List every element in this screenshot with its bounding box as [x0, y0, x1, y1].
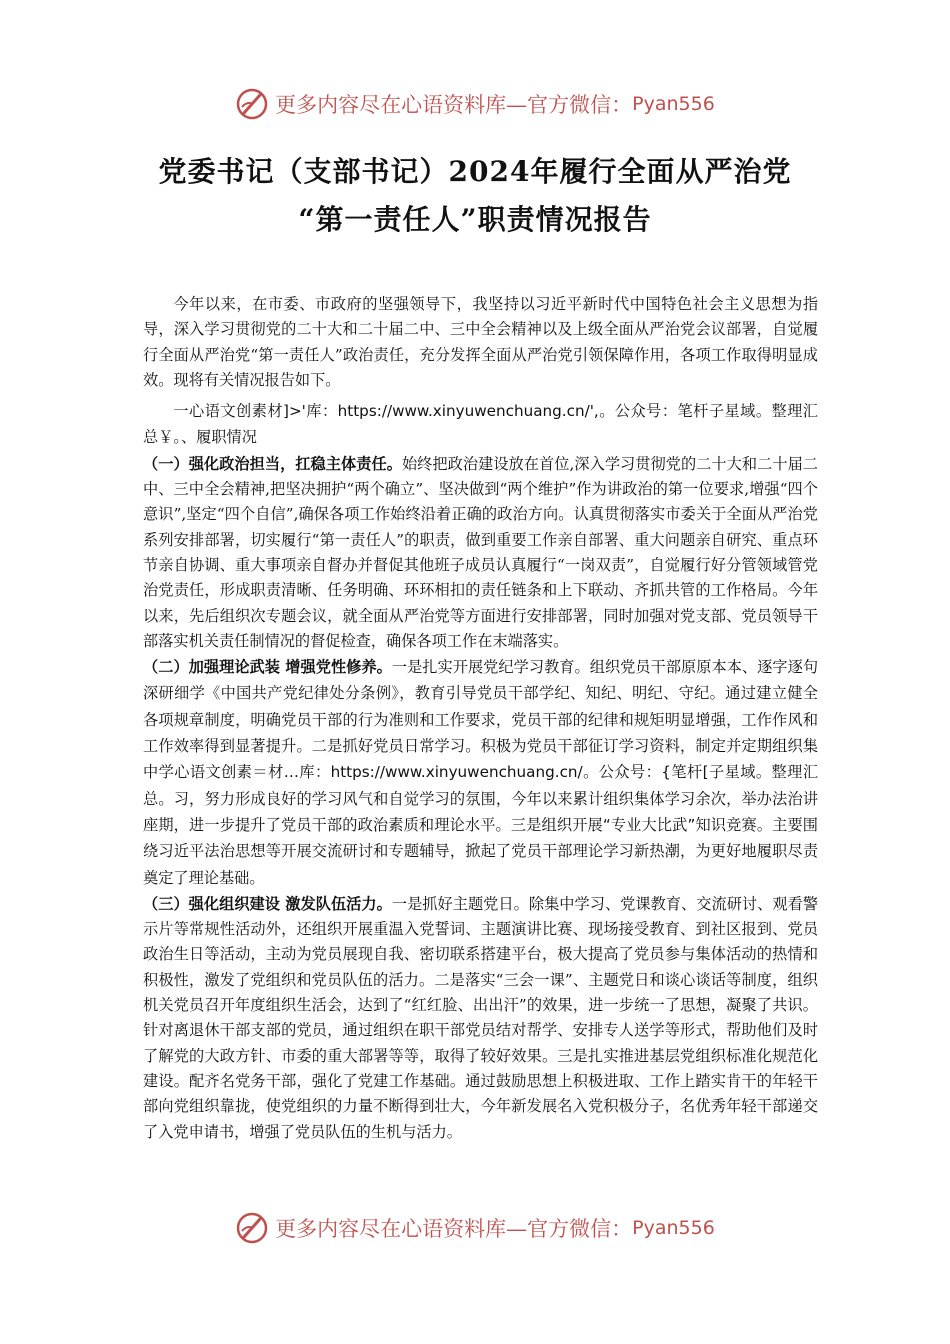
section-2-text: 一是扎实开展党纪学习教育。组织党员干部原原本本、逐字逐句深研细学《中国共产党纪律处分条例》，教育引导党员干部学纪、知纪、明纪、守纪。通过建立健全各项规章制度，明确党员干部的行为准则和工作要求，党员干部的纪律和规矩明显增强，工作作风和工作效率得到显著提升。二是抓好党员日常学习。积极为党员干部征订学习资料，制定并定期组织集中学心语文创素＝材…库：https://www.xinyuwenchuang.cn/。公众号：{笔杆[子星域。整理汇总。习，努力形成良好的学习风气和自觉学习的氛围，今年以来累计组织集体学习余次，举办法治讲座期，进一步提升了党员干部的政治素质和理论水平。三是组织开展“专业大比武”知识竞赛。主要围绕习近平法治思想等开展交流研讨和专题辅导，掀起了党员干部理论学习新热潮，为更好地履职尽责奠定了理论基础。: [143, 658, 819, 887]
section-2: [143, 654, 818, 891]
section-3: [143, 891, 818, 1145]
banner-wechat-id: Pyan556: [632, 1217, 715, 1239]
banner-wechat-id: Pyan556: [632, 93, 715, 115]
section-2-heading: （二）加强理论武装 增强党性修养。: [143, 658, 392, 677]
footer-watermark-banner: [0, 1208, 950, 1248]
watermark-line: 一心语文创素材]>'库：https://www.xinyuwenchuang.cn/',。公众号：笔杆子星域。整理汇总￥。、履职情况: [143, 402, 818, 447]
document-body: [143, 292, 818, 1145]
header-watermark-banner: [0, 84, 950, 124]
intro-paragraph: 今年以来，在市委、市政府的坚强领导下，我坚持以习近平新时代中国特色社会主义思想为指导，深入学习贯彻党的二十大和二十届二中、三中全会精神以及上级全面从严治党会议部署，自觉履行全面从严治党“第一责任人”政治责任，充分发挥全面从严治党引领保障作用，各项工作取得明显成效。现将有关情况报告如下。: [143, 295, 818, 389]
section-3-heading: （三）强化组织建设 激发队伍活力。: [143, 894, 392, 913]
document-title-line2: “第一责任人”职责情况报告: [298, 203, 652, 236]
section-1-text: 始终把政治建设放在首位,深入学习贯彻党的二十大和二十届二中、三中全会精神,把坚决拥护“两个确立”、坚决做到“两个维护”作为讲政治的第一位要求,增强“四个意识”,坚定“四个自信”,确保各项工作始终沿着正确的政治方向。认真贯彻落实市委关于全面从严治党系列安排部署，切实履行“第一责任人”的职责，做到重要工作亲自部署、重大问题亲自研究、重点环节亲自协调、重大事项亲自督办并督促其他班子成员认真履行“一岗双责”，自觉履行好分管领域管党治党责任，形成职责清晰、任务明确、环环相扣的责任链条和上下联动、齐抓共管的工作格局。今年以来，先后组织次专题会议，就全面从严治党等方面进行安排部署，同时加强对党支部、党员领导干部落实机关责任制情况的督促检查，确保各项工作在末端落实。: [143, 454, 819, 650]
section-1-heading: （一）强化政治担当，扛稳主体责任。: [143, 454, 402, 473]
pen-logo-icon: [235, 1211, 269, 1245]
document-title-line1: 党委书记（支部书记）2024年履行全面从严治党: [158, 155, 792, 188]
section-1: [143, 451, 818, 654]
pen-logo-icon: [235, 87, 269, 121]
section-3-text: 一是抓好主题党日。除集中学习、党课教育、交流研讨、观看警示片等常规性活动外，还组织开展重温入党誓词、主题演讲比赛、现场接受教育、到社区报到、党员政治生日等活动，主动为党员展现自我、密切联系搭建平台，极大提高了党员参与集体活动的热情和积极性，激发了党组织和党员队伍的活力。二是落实“三会一课”、主题党日和谈心谈话等制度，组织机关党员召开年度组织生活会，达到了“红红脸、出出汗”的效果，进一步统一了思想，凝聚了共识。针对离退休干部支部的党员，通过组织在职干部党员结对帮学、安排专人送学等形式，帮助他们及时了解党的大政方针、市委的重大部署等等，取得了较好效果。三是扎实推进基层党组织标准化规范化建设。配齐名党务干部，强化了党建工作基础。通过鼓励思想上积极进取、工作上踏实肯干的年轻干部向党组织靠拢，使党组织的力量不断得到壮大，今年新发展名入党积极分子，名优秀年轻干部递交了入党申请书，增强了党员队伍的生机与活力。: [143, 894, 819, 1141]
banner-text: 更多内容尽在心语资料库—官方微信：: [275, 1217, 633, 1241]
banner-text: 更多内容尽在心语资料库—官方微信：: [275, 93, 633, 117]
